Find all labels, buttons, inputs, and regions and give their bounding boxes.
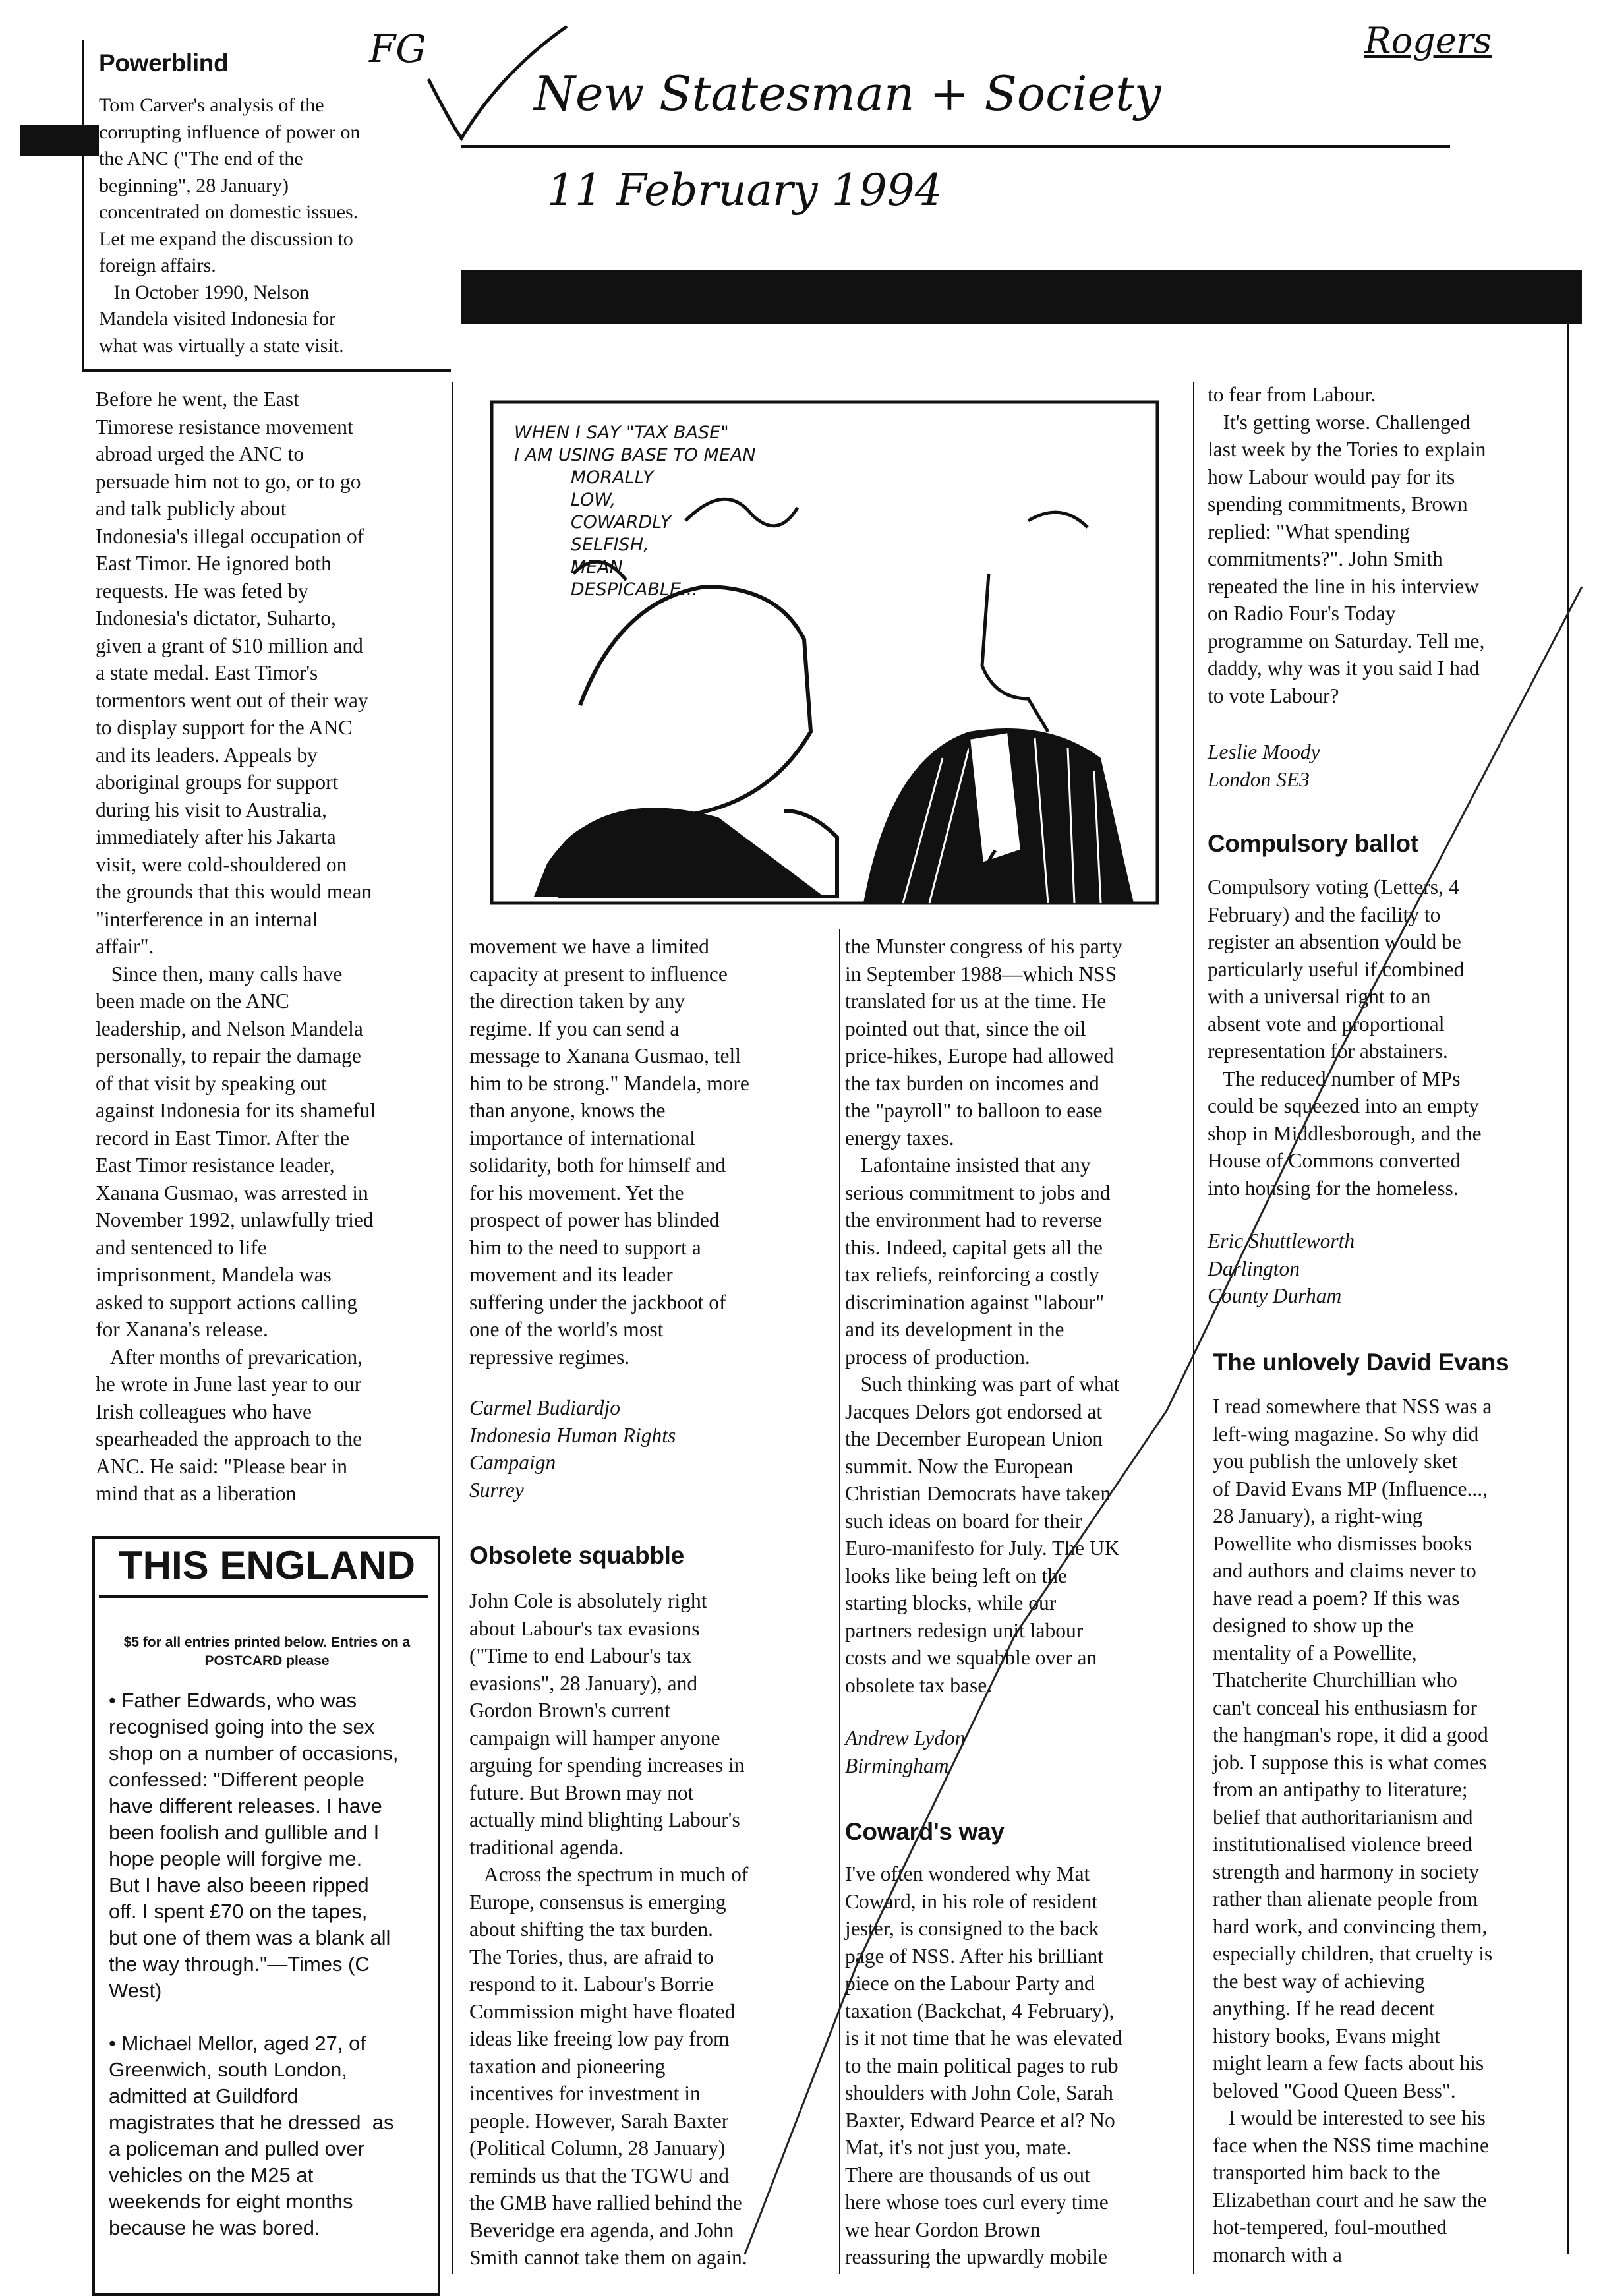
diagonal-cancel-line	[659, 580, 1603, 2268]
evans-column-4: I read somewhere that NSS was a left-wing magazine. So why did you publish the unlovely sket of David Evans MP (Influence..., 28 January), a right-wing Powellite who dismisses books and authors and claims never to have read a poem? If this was designed to show up the mentality of a Powellite, Thatcherite Churchillian who can't conceal his enthusiasm for the hangman's rope, it did a good job. I suppose this is what comes from an antipathy to literature; belief that authoritarianism and institutionalised violence breed strength and harmony in society rather than alienate people from hard work, and convincing them, especially children, that cruelty is the best way of achieving anything. If he read decent history books, Evans might might learn a few facts about his beloved "Good Queen Bess". I would be interested to see his face when the NSS time machine transported him back to the Elizabethan court and he saw the hot-tempered, foul-mouthed monarch with a	[1213, 1395, 1493, 2266]
cartoon-speech-text: WHEN I SAY "TAX BASE" I AM USING BASE TO MEAN MORALLY LOW, COWARDLY SELFISH, MEAN DESPICABLE...	[514, 423, 756, 600]
powerblind-intro: Tom Carver's analysis of the corrupting influence of power on the ANC ("The end of the beginning", 28 January) concentrated on domestic issues. Let me expand the discussion to foreign affairs. In October 1990, Nelson Mandela visited Indonesia for what was virtually a state visit.	[99, 94, 361, 357]
compulsory-signature: Eric Shuttleworth Darlington County Durham	[1208, 1229, 1355, 1307]
compulsory-column-4: Compulsory voting (Letters, 4 February) and the facility to register an absention would be particularly useful if combined with a universal right to an absent vote and proportional representation for abstainers. The reduced number of MPs could be squeezed into an empty shop in Middlesborough, and the House of Commons converted into housing for the homeless.	[1208, 875, 1482, 1200]
handwritten-tick-mark	[422, 20, 573, 152]
handwritten-title: New Statesman + Society	[534, 66, 1161, 121]
obsolete-column-2: John Cole is absolutely right about Labour's tax evasions ("Time to end Labour's tax evasions", 28 January), and Gordon Brown's current campaign will hamper anyone arguing for spending increases in future. But Brown may not actually mind blighting Labour's traditional agenda. Across the spectrum in much of Europe, consensus is emerging about shifting the tax burden. The Tories, thus, are afraid to respond to it. Labour's Borrie Commission might have floated ideas like freeing low pay from taxation and pioneering incentives for investment in people. However, Sarah Baxter (Political Column, 28 January) reminds us that the TGWU and the GMB have rallied behind the Beveridge era agenda, and John Smith cannot take them on again.	[469, 1589, 749, 2269]
handwritten-initials: FG	[369, 26, 426, 71]
header-rule	[461, 145, 1450, 148]
left-black-marker	[20, 125, 99, 156]
heading-cowards-way: Coward's way	[845, 1818, 1005, 1845]
this-england-title-rule	[99, 1595, 428, 1598]
coward-column-4: to fear from Labour. It's getting worse. Challenged last week by the Tories to explain how Labour would pay for its spending commitments, Brown replied: "What spending commitments?". John Smith repeated the line in his interview on Radio Four's Today programme on Saturday. Tell me, daddy, why was it you said I had to vote Labour?	[1208, 383, 1486, 707]
heading-powerblind: Powerblind	[99, 49, 229, 76]
heading-compulsory-ballot: Compulsory ballot	[1208, 830, 1418, 857]
intro-box-left-border	[82, 40, 84, 369]
powerblind-signature: Carmel Budiardjo Indonesia Human Rights Campaign Surrey	[469, 1396, 676, 1502]
heading-obsolete-squabble: Obsolete squabble	[469, 1542, 684, 1569]
header-black-bar	[461, 270, 1582, 324]
heading-unlovely-david-evans: The unlovely David Evans	[1213, 1349, 1509, 1376]
column-rule-1	[452, 382, 453, 2274]
this-england-title: THIS ENGLAND	[119, 1543, 415, 1587]
obsolete-signature: Andrew Lydon Birmingham	[845, 1726, 966, 1777]
coward-column-3: I've often wondered why Mat Coward, in his role of resident jester, is consigned to the back page of NSS. After his brilliant piece on the Labour Party and taxation (Backchat, 4 February), is it not time that he was elevated to the main political pages to rub shoulders with John Cole, Sarah Baxter, Edward Pearce et al? No Mat, it's not just you, mate. There are thousands of us out here whose toes curl every time we hear Gordon Brown reassuring the upwardly mobile	[845, 1862, 1122, 2268]
handwritten-stamp: Rogers	[1364, 20, 1492, 61]
this-england-items: • Father Edwards, who was recognised going into the sex shop on a number of occasions, confessed: "Different people have different releases. I have been foolish and gullible and I hope people will forgive me. But I have also beeen ripped off. I spent £70 on the tapes, but one of them was a blank all the way through."—Times (C West) • Michael Mellor, aged 27, of Greenwich, south London, admitted at Guildford magistrates that he dressed as a policeman and pulled over vehicles on the M25 at weekends for eight months because he was bored.	[109, 1689, 399, 2239]
handwritten-date: 11 February 1994	[547, 165, 943, 216]
coward-signature: Leslie Moody London SE3	[1208, 740, 1320, 791]
powerblind-column-1: Before he went, the East Timorese resistance movement abroad urged the ANC to persuade him not to go, or to go and talk publicly about Indonesia's illegal occupation of East Timor. He ignored both requests. He was feted by Indonesia's dictator, Suharto, given a grant of $10 million and a state medal. East Timor's tormentors went out of their way to display support for the ANC and its leaders. Appeals by aboriginal groups for support during his visit to Australia, immediately after his Jakarta visit, were cold-shouldered on the grounds that this would mean "interference in an internal affair". Since then, many calls have been made on the ANC leadership, and Nelson Mandela personally, to repair the damage of that visit by speaking out against Indonesia for its shameful record in East Timor. After the East Timor resistance leader, Xanana Gusmao, was arrested in November 1992, unlawfully tried and sentenced to life imprisonment, Mandela was asked to support actions calling for Xanana's release. After months of prevarication, he wrote in June last year to our Irish colleagues who have spearheaded the approach to the ANC. He said: "Please bear in mind that as a liberation	[96, 388, 376, 1505]
powerblind-column-2: movement we have a limited capacity at present to influence the direction taken by any regime. If you can send a message to Xanana Gusmao, tell him to be strong." Mandela, more than anyone, knows the importance of international solidarity, both for himself and for his movement. Yet the prospect of power has blinded him to the need to support a movement and its leader suffering under the jackboot of one of the world's most repressive regimes.	[469, 935, 749, 1369]
intro-box-bottom-border	[82, 369, 451, 372]
obsolete-column-3: the Munster congress of his party in September 1988—which NSS translated for us at the time. He pointed out that, since the oil price-hikes, Europe had allowed the tax burden on incomes and the "payroll" to balloon to ease energy taxes. Lafontaine insisted that any serious commitment to jobs and the environment had to reverse this. Indeed, capital gets all the tax reliefs, reinforcing a costly discrimination against "labour" and its development in the process of production. Such thinking was part of what Jacques Delors got endorsed at the December European Union summit. Now the European Christian Democrats have taken such ideas on board for their Euro-manifesto for July. The UK looks like being left on the starting blocks, while our partners redesign unit labour costs and we squabble over an obsolete tax base.	[845, 935, 1122, 1697]
this-england-note: $5 for all entries printed below. Entries on a POSTCARD please	[123, 1635, 411, 1668]
